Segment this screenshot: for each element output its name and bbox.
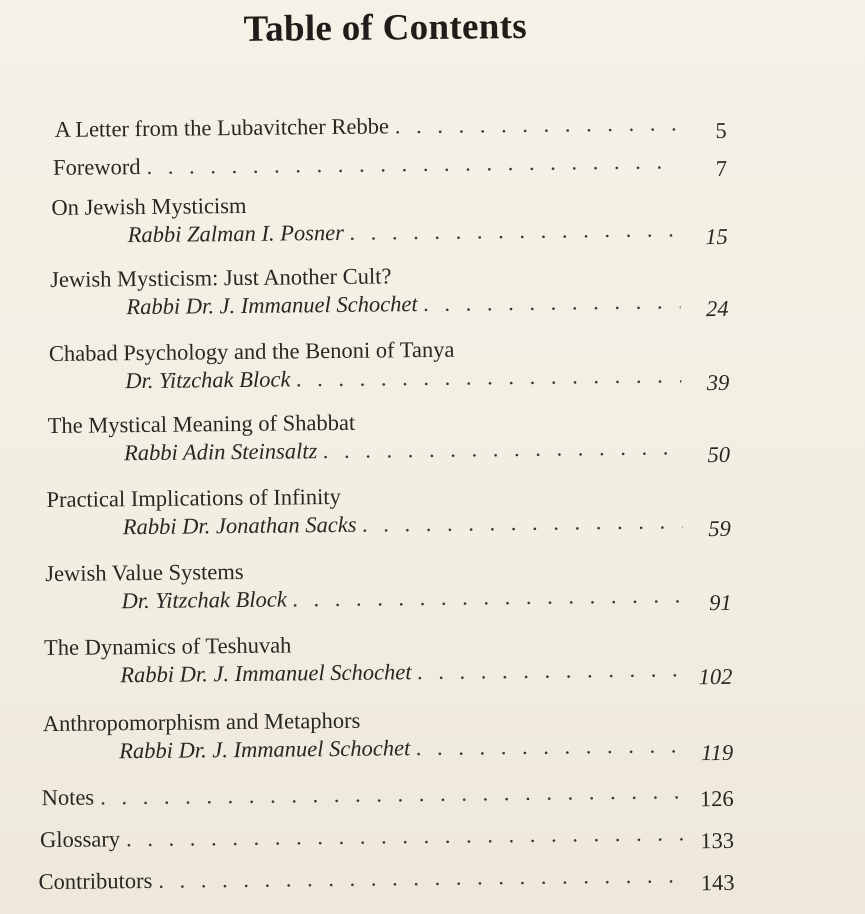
toc-line bbox=[43, 731, 733, 766]
dot-leader bbox=[323, 433, 682, 465]
toc-line bbox=[44, 655, 732, 690]
toc-entry-jewish-mysticism bbox=[51, 187, 728, 250]
page-title: Table of Contents bbox=[243, 5, 528, 50]
entry-author: Rabbi Zalman I. Posner bbox=[127, 219, 345, 248]
page-number: 39 bbox=[706, 369, 730, 396]
toc-line bbox=[41, 777, 733, 812]
page-number: 15 bbox=[705, 223, 728, 250]
dot-leader bbox=[296, 361, 681, 393]
dot-leader bbox=[362, 507, 683, 538]
page-number: 119 bbox=[700, 739, 734, 766]
toc-entry-chabad-psychology bbox=[49, 333, 730, 396]
dot-leader bbox=[146, 147, 679, 181]
toc-line bbox=[40, 819, 734, 854]
page-number: 7 bbox=[715, 155, 728, 181]
toc-entry-foreword bbox=[53, 147, 727, 182]
toc-line bbox=[49, 361, 729, 396]
entry-author: Rabbi Dr. Jonathan Sacks bbox=[122, 511, 357, 540]
toc-line bbox=[53, 147, 727, 182]
dot-leader bbox=[417, 655, 684, 686]
toc-line bbox=[52, 215, 728, 250]
dot-leader bbox=[395, 109, 679, 140]
entry-author: Rabbi Dr. J. Immanuel Schochet bbox=[119, 735, 411, 764]
toc-line bbox=[54, 109, 726, 144]
dot-leader bbox=[293, 581, 684, 613]
entry-title: A Letter from the Lubavitcher Rebbe bbox=[54, 113, 389, 142]
toc-entry-shabbat bbox=[48, 405, 731, 468]
entry-title: Notes bbox=[41, 784, 95, 811]
toc-line bbox=[47, 507, 731, 542]
toc-entry-letter bbox=[54, 109, 726, 144]
toc-line bbox=[48, 433, 730, 468]
page-number: 24 bbox=[705, 295, 729, 322]
toc-entry-cult bbox=[50, 259, 729, 322]
toc-entry-contributors bbox=[38, 861, 734, 896]
entry-title: Chabad Psychology and the Benoni of Tanya bbox=[48, 336, 455, 366]
toc-line bbox=[38, 861, 734, 896]
page-number: 126 bbox=[699, 785, 734, 812]
entry-title: Foreword bbox=[52, 154, 141, 180]
toc-entry-teshuvah bbox=[44, 627, 733, 690]
dot-leader bbox=[158, 861, 686, 895]
entry-author: Dr. Yitzchak Block bbox=[121, 586, 287, 614]
entry-title: Anthropomorphism and Metaphors bbox=[42, 707, 361, 737]
entry-title: On Jewish Mysticism bbox=[51, 192, 247, 220]
entry-title: The Mystical Meaning of Shabbat bbox=[47, 409, 356, 439]
page-number: 102 bbox=[698, 663, 733, 690]
toc-entry-anthropomorphism bbox=[43, 703, 734, 766]
toc-entry-value-systems bbox=[45, 553, 732, 616]
entry-author: Rabbi Dr. J. Immanuel Schochet bbox=[126, 291, 418, 320]
toc-entry-glossary bbox=[40, 819, 734, 854]
entry-author: Rabbi Adin Steinsaltz bbox=[123, 438, 318, 466]
page-number: 50 bbox=[707, 441, 731, 468]
entry-title: Contributors bbox=[38, 867, 153, 895]
page-number: 133 bbox=[700, 827, 735, 854]
entry-author: Rabbi Dr. J. Immanuel Schochet bbox=[120, 659, 412, 688]
page-number: 5 bbox=[715, 117, 727, 143]
dot-leader bbox=[424, 287, 681, 318]
page-number: 143 bbox=[700, 869, 735, 896]
dot-leader bbox=[350, 215, 680, 246]
entry-title: Practical Implications of Infinity bbox=[46, 483, 341, 513]
dot-leader bbox=[416, 731, 685, 762]
toc-line bbox=[45, 581, 731, 616]
entry-author: Dr. Yitzchak Block bbox=[125, 366, 291, 394]
dot-leader bbox=[126, 819, 686, 853]
entry-title: Jewish Value Systems bbox=[45, 558, 244, 587]
page-number: 59 bbox=[708, 515, 731, 542]
entry-title: Jewish Mysticism: Just Another Cult? bbox=[50, 263, 392, 292]
entry-title: Glossary bbox=[39, 826, 121, 853]
entry-title: The Dynamics of Teshuvah bbox=[43, 632, 292, 661]
dot-leader bbox=[100, 777, 686, 811]
toc-entry-infinity bbox=[46, 479, 731, 542]
toc-line bbox=[50, 287, 728, 322]
toc-entry-notes bbox=[41, 777, 733, 812]
page-number: 91 bbox=[708, 589, 732, 616]
